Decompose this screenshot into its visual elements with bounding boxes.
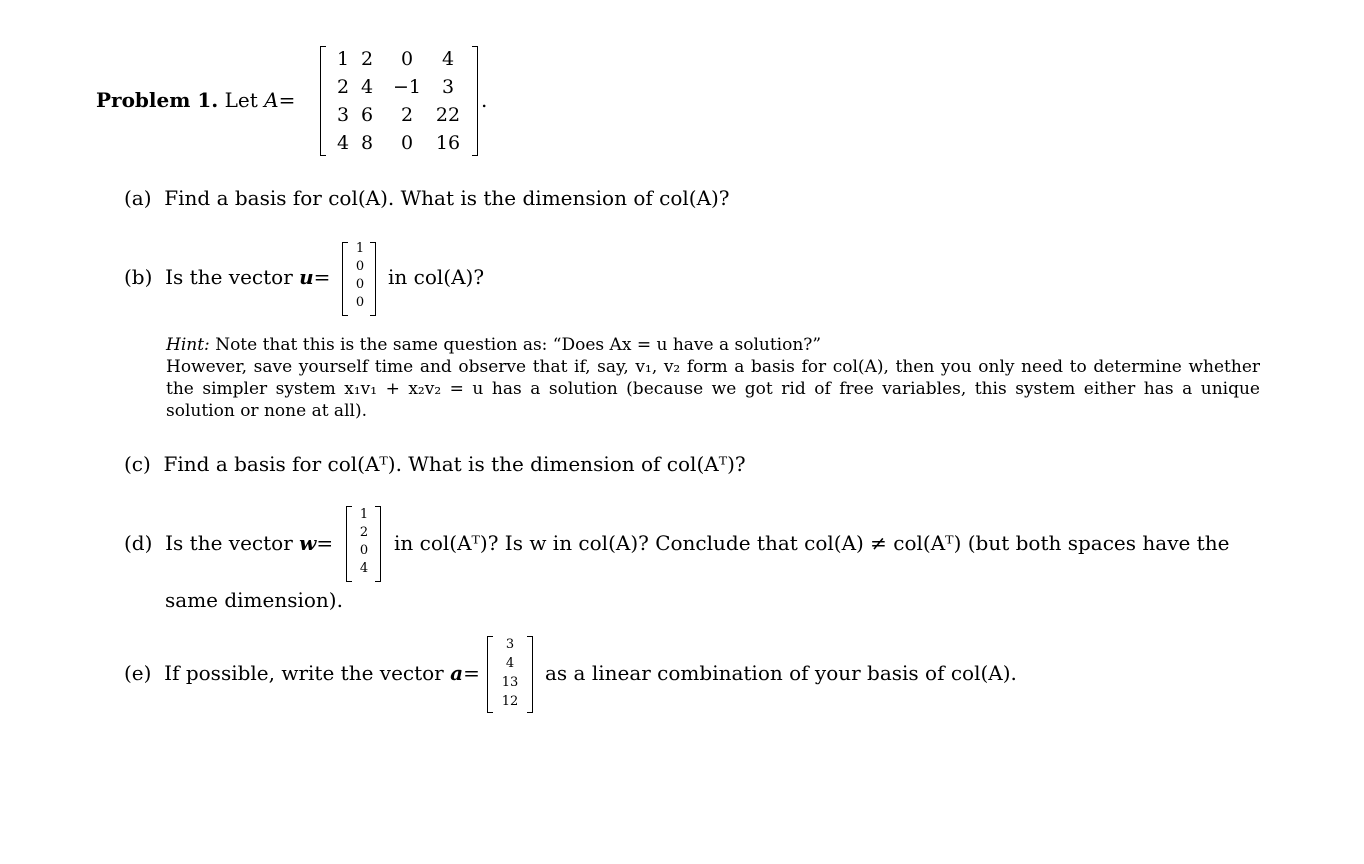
- part-b-post: in col(A)?: [388, 265, 485, 289]
- vector-entry: 3: [505, 637, 515, 652]
- part-d: [124, 531, 333, 555]
- matrix-cell: 2: [400, 104, 414, 126]
- part-a: [124, 186, 730, 210]
- vector-entry: 0: [355, 259, 365, 274]
- matrix-cell: 6: [360, 104, 374, 126]
- hint-line-2: However, save yourself time and observe that if, say, v₁, v₂ form a basis for col(A), then you only need to determine whether the simpler system x₁v₁ + x₂v₂ = u has a solution (because we got rid of free variables, this system either has a unique solution or none at all).: [166, 357, 1260, 421]
- matrix-cell: 4: [336, 132, 350, 154]
- vector-entry: 1: [355, 241, 365, 256]
- part-c: [124, 452, 746, 476]
- part-d-continuation: same dimension).: [165, 588, 343, 612]
- part-b: [124, 265, 330, 289]
- hint-line-1: Note that this is the same question as: “Does Ax = u have a solution?”: [215, 335, 822, 355]
- vector-entry: 0: [355, 295, 365, 310]
- vector-entry: 4: [505, 656, 515, 671]
- part-b-pre: Is the vector: [165, 265, 293, 289]
- right-bracket: [472, 46, 478, 156]
- right-bracket: [527, 636, 533, 713]
- part-e-pre: If possible, write the vector: [164, 661, 444, 685]
- matrix-symbol: A: [264, 88, 279, 112]
- matrix-cell: 16: [435, 132, 461, 154]
- let-word: Let: [224, 88, 258, 112]
- hint-block: [166, 334, 1260, 422]
- matrix-cell: 22: [435, 104, 461, 126]
- equals-sign: =: [313, 265, 331, 289]
- vector-entry: 4: [359, 561, 369, 576]
- part-d-pre: Is the vector: [165, 531, 293, 555]
- vector-entry: 1: [359, 507, 369, 522]
- vector-entry: 2: [359, 525, 369, 540]
- left-bracket: [487, 636, 493, 713]
- matrix-cell: 0: [400, 132, 414, 154]
- trailing-period: .: [481, 88, 488, 112]
- left-bracket: [320, 46, 326, 156]
- part-d-tag: (d): [124, 531, 153, 555]
- matrix-cell: 1: [336, 48, 350, 70]
- vector-entry: 0: [359, 543, 369, 558]
- matrix-cell: 3: [336, 104, 350, 126]
- problem-label: Problem 1.: [96, 88, 219, 112]
- matrix-cell: 3: [441, 76, 455, 98]
- matrix-cell: 0: [400, 48, 414, 70]
- vector-w-symbol: w: [299, 531, 317, 555]
- matrix-cell: 8: [360, 132, 374, 154]
- part-c-tag: (c): [124, 452, 151, 476]
- equals-sign: =: [316, 531, 334, 555]
- part-d-post: in col(Aᵀ)? Is w in col(A)? Conclude that col(A) ≠ col(Aᵀ) (but both spaces have the: [394, 531, 1230, 555]
- part-c-text: Find a basis for col(Aᵀ). What is the dimension of col(Aᵀ)?: [163, 452, 746, 476]
- part-b-tag: (b): [124, 265, 153, 289]
- matrix-cell: 2: [336, 76, 350, 98]
- vector-u-symbol: u: [299, 265, 314, 289]
- matrix-cell: −1: [392, 76, 421, 98]
- matrix-cell: 4: [360, 76, 374, 98]
- hint-label: Hint:: [166, 335, 210, 355]
- part-a-text: Find a basis for col(A). What is the dimension of col(A)?: [164, 186, 730, 210]
- part-e-tag: (e): [124, 661, 152, 685]
- vector-entry: 12: [501, 694, 519, 709]
- part-a-tag: (a): [124, 186, 152, 210]
- part-e: [124, 661, 480, 685]
- matrix-cell: 4: [441, 48, 455, 70]
- matrix-cell: 2: [360, 48, 374, 70]
- equals-sign: =: [463, 661, 480, 685]
- vector-a-symbol: a: [450, 661, 464, 685]
- part-e-post: as a linear combination of your basis of col(A).: [545, 661, 1017, 685]
- vector-entry: 13: [501, 675, 519, 690]
- vector-entry: 0: [355, 277, 365, 292]
- equals-sign: =: [278, 88, 296, 112]
- problem-statement: [96, 88, 295, 112]
